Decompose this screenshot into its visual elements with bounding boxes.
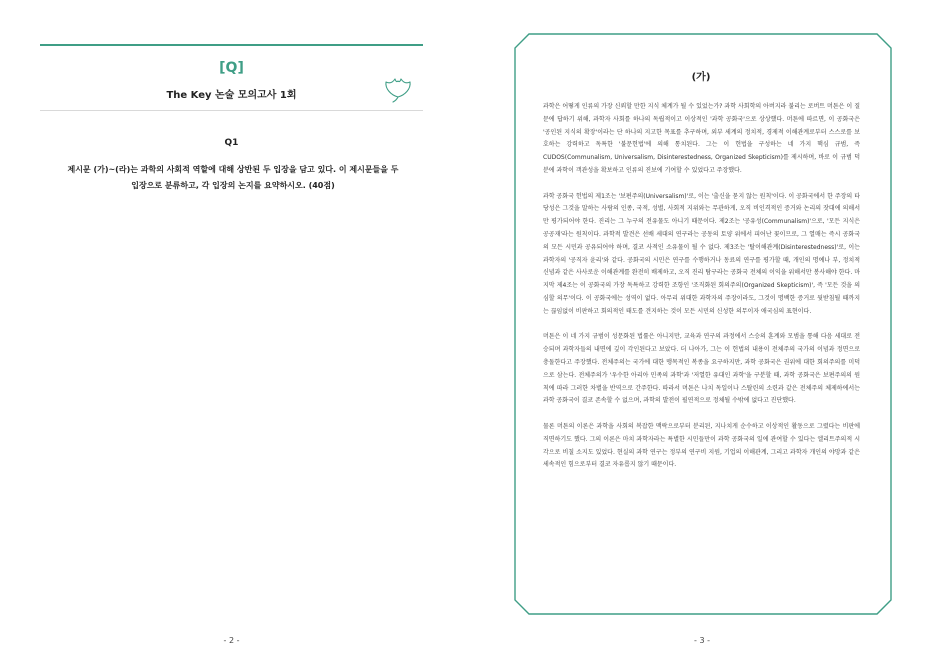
right-page	[468, 0, 936, 662]
top-accent-rule	[40, 44, 423, 46]
question-tag: [Q]	[219, 60, 244, 76]
question-line-2: 입장으로 분류하고, 각 입장의 논지를 요약하시오. (40점)	[131, 181, 335, 190]
passage-paragraph-3: 머튼은 이 네 가지 규범이 성문화된 법률은 아니지만, 교육과 연구의 과정에서 스승의 훈계와 모범을 통해 다음 세대로 전승되며 과학자들의 내면에 깊이 각인된다고 보았다. 더 나아가, 그는 이 헌법의 내용이 전체주의 국가의 이념과 정면으로 충돌한다고 주장했다. 전체주의는 국가에 대한 맹목적인 복종을 요구하지만, 과학 공화국은 권위에 대한 회의주의를 미덕으로 삼는다. 전체주의가 '우수한 아리아 민족의 과학'과 '저열한 유대인 과학'을 구분할 때, 과학 공화국은 보편주의의 원칙에 따라 그러한 차별을 반역으로 간주한다. 따라서 머튼은 나치 독일이나 스탈린의 소련과 같은 전체주의 체제하에서는 과학 공화국이 결코 존속할 수 없으며, 과학의 발전이 필연적으로 정체될 수밖에 없다고 진단했다.	[543, 333, 860, 405]
passage-paragraph-2: 과학 공화국 헌법의 제1조는 '보편주의(Universalism)'로, 이는 '출신을 묻지 않는 원칙'이다. 이 공화국에서 한 주장의 타당성은 그것을 말하는 사람의 인종, 국적, 성별, 사회적 지위와는 무관하게, 오직 비인격적인 증거와 논리의 잣대에 의해서만 평가되어야 한다. 진리는 그 누구의 전유물도 아니기 때문이다. 제2조는 '공유성(Communalism)'으로, '모든 지식은 공공재'라는 원칙이다. 과학적 발견은 선배 세대의 연구라는 공동의 토양 위에서 피어난 꽃이므로, 그 열매는 즉시 공화국의 모든 시민과 공유되어야 하며, 결코 사적인 소유물이 될 수 없다. 제3조는 '탈이해관계(Disinterestedness)'로, 이는 과학자의 '공직자 윤리'와 같다. 공화국의 시민은 연구를 수행하거나 동료의 연구를 평가할 때, 개인의 명예나 부, 정치적 신념과 같은 사사로운 이해관계를 완전히 배제하고, 오직 진리 탐구라는 공화국 전체의 이익을 위해서만 봉사해야 한다. 마지막 제4조는 이 공화국의 가장 독특하고 강력한 조항인 '조직화된 회의주의(Organized Skepticism)', 즉 '모든 것을 의심할 의무'이다. 이 공화국에는 성역이 없다. 아무리 위대한 과학자의 주장이라도, 그것이 명백한 증거로 뒷받침될 때까지는 끊임없이 비판하고 회의적인 태도를 견지하는 것이 모든 시민의 신성한 의무이자 애국심의 표현이다.	[543, 192, 860, 315]
exam-title: The Key 논술 모의고사 1회	[166, 90, 297, 101]
ginkgo-leaf-icon	[383, 75, 413, 103]
passage-title: (가)	[691, 72, 711, 83]
passage-body	[543, 101, 860, 485]
passage-paragraph-4: 물론 머튼의 이론은 과학을 사회의 복잡한 맥락으로부터 분리된, 지나치게 순수하고 이상적인 활동으로 그렸다는 비판에 직면하기도 했다. 그의 이론은 마치 과학자라는 특별한 시민들만이 과학 공화국의 일에 관여할 수 있다는 엘리트주의적 시각으로 비칠 소지도 있었다. 현실의 과학 연구는 정부의 연구비 지원, 기업의 이해관계, 그리고 과학자 개인의 야망과 같은 세속적인 힘으로부터 결코 자유롭지 않기 때문이다.	[543, 422, 860, 469]
page-number-left: - 2 -	[223, 636, 240, 645]
question-number: Q1	[224, 138, 239, 148]
question-line-1: 제시문 (가)~(라)는 과학의 사회적 역할에 대해 상반된 두 입장을 담고 있다. 이 제시문들을 두	[67, 165, 399, 174]
question-prompt	[58, 162, 408, 194]
title-divider	[40, 110, 423, 111]
page-number-right: - 3 -	[694, 636, 710, 645]
passage-paragraph-1: 과학은 어떻게 인류의 가장 신뢰할 만한 지식 체계가 될 수 있었는가? 과학 사회학의 아버지라 불리는 로버트 머튼은 이 질문에 답하기 위해, 과학자 사회를 하나의 독립적이고 이상적인 '과학 공화국'으로 상상했다. 머튼에 따르면, 이 공화국은 '공인된 지식의 확장'이라는 단 하나의 지고한 목표를 추구하며, 외부 세계의 정치적, 경제적 이해관계로부터 스스로를 보호하는 강력하고 독특한 '불문헌법'에 의해 통치된다. 그는 이 헌법을 구성하는 네 가지 핵심 규범, 즉 CUDOS(Communalism, Universalism, Disinterestedness, Organized Skepticism)를 제시하며, 바로 이 규범 덕분에 과학이 객관성을 확보하고 인류의 진보에 기여할 수 있었다고 주장했다.	[543, 103, 860, 174]
